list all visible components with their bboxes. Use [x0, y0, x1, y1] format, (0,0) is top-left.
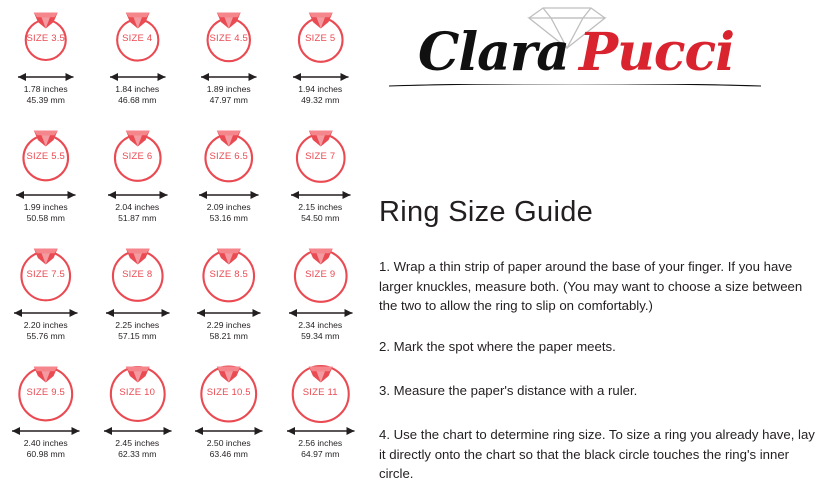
ring-measurement: [275, 320, 367, 342]
ring-size-cell[interactable]: [183, 354, 275, 472]
ring-size-label: SIZE 10.5: [206, 387, 251, 398]
ring-illustration: [0, 236, 92, 306]
ring-illustration: [0, 354, 92, 424]
ring-size-cell[interactable]: [92, 236, 184, 354]
ring-measurement: [275, 438, 367, 460]
brand-first-word: Clara: [418, 22, 569, 83]
ring-inches: 2.29 inches: [206, 320, 251, 330]
chart-row: [0, 0, 366, 118]
ring-inches: 2.40 inches: [23, 438, 68, 448]
measure-arrow: [275, 424, 367, 438]
ring-inches: 2.34 inches: [298, 320, 343, 330]
ring-size-cell[interactable]: [183, 118, 275, 236]
ring-inches: 1.94 inches: [298, 84, 343, 94]
ring-illustration: [183, 236, 275, 306]
guide-step-4: 4. Use the chart to determine ring size. To size a ring you already have, lay it directly onto the chart so that the black circle touches the ring's inner circle.: [379, 427, 815, 481]
ring-size-chart: [0, 0, 366, 501]
measure-arrow: [0, 188, 92, 202]
ring-size-label: SIZE 7: [305, 151, 336, 162]
ring-illustration: [275, 118, 367, 188]
ring-size-label: SIZE 8: [122, 269, 153, 280]
ring-measurement: [183, 202, 275, 224]
ring-mm: 45.39 mm: [26, 95, 65, 105]
ring-mm: 54.50 mm: [301, 213, 340, 223]
ring-measurement: [183, 84, 275, 106]
ring-illustration: [275, 236, 367, 306]
ring-inches: 2.15 inches: [298, 202, 343, 212]
page-title: Ring Size Guide: [379, 196, 594, 228]
ring-mm: 59.34 mm: [301, 331, 340, 341]
ring-mm: 63.46 mm: [209, 449, 248, 459]
ring-illustration: [0, 118, 92, 188]
logo-underline: [389, 84, 761, 88]
double-arrow-icon: [275, 424, 367, 438]
ring-illustration: [275, 0, 367, 70]
double-arrow-icon: [183, 424, 275, 438]
ring-inches: 2.56 inches: [298, 438, 343, 448]
ring-size-cell[interactable]: [0, 0, 92, 118]
guide-panel: [366, 0, 839, 501]
double-arrow-icon: [92, 306, 184, 320]
measure-arrow: [183, 188, 275, 202]
ring-size-cell[interactable]: [275, 118, 367, 236]
ring-size-label: SIZE 5.5: [26, 151, 66, 162]
ring-mm: 53.16 mm: [209, 213, 248, 223]
ring-mm: 50.58 mm: [26, 213, 65, 223]
measure-arrow: [0, 306, 92, 320]
measure-arrow: [92, 70, 184, 84]
ring-size-label: SIZE 6.5: [209, 151, 249, 162]
ring-mm: 58.21 mm: [209, 331, 248, 341]
ring-mm: 64.97 mm: [301, 449, 340, 459]
ring-inches: 2.25 inches: [115, 320, 160, 330]
guide-step-2: 2. Mark the spot where the paper meets.: [379, 339, 616, 354]
ring-measurement: [0, 320, 92, 342]
measure-arrow: [275, 306, 367, 320]
ring-size-label: SIZE 6: [122, 151, 153, 162]
double-arrow-icon: [275, 306, 367, 320]
ring-measurement: [92, 320, 184, 342]
double-arrow-icon: [183, 70, 275, 84]
brand-second-word: Pucci: [578, 22, 734, 83]
ring-size-cell[interactable]: [92, 354, 184, 472]
ring-size-cell[interactable]: [92, 0, 184, 118]
ring-inches: 1.89 inches: [206, 84, 251, 94]
measure-arrow: [92, 188, 184, 202]
ring-illustration: [92, 236, 184, 306]
ring-size-label: SIZE 7.5: [26, 269, 66, 280]
ring-size-label: SIZE 9.5: [26, 387, 66, 398]
measure-arrow: [275, 188, 367, 202]
measure-arrow: [0, 70, 92, 84]
ring-size-cell[interactable]: [92, 118, 184, 236]
ring-measurement: [92, 202, 184, 224]
chart-row: [0, 354, 366, 472]
ring-size-cell[interactable]: [275, 236, 367, 354]
ring-illustration: [92, 0, 184, 70]
brand-logo: [371, 4, 781, 100]
ring-mm: 46.68 mm: [118, 95, 157, 105]
guide-step-1: 1. Wrap a thin strip of paper around the base of your finger. If you have larger knuckles, measure both. (You may want to choose a size between the two to allow the ring to slip on comfortably.): [379, 259, 803, 313]
brand-wordmark: [371, 22, 781, 83]
ring-measurement: [0, 438, 92, 460]
double-arrow-icon: [183, 306, 275, 320]
measure-arrow: [183, 306, 275, 320]
double-arrow-icon: [0, 306, 92, 320]
ring-measurement: [0, 202, 92, 224]
ring-size-cell[interactable]: [275, 0, 367, 118]
ring-inches: 2.45 inches: [115, 438, 160, 448]
ring-inches: 1.99 inches: [23, 202, 68, 212]
ring-mm: 60.98 mm: [26, 449, 65, 459]
ring-mm: 47.97 mm: [209, 95, 248, 105]
double-arrow-icon: [275, 188, 367, 202]
ring-measurement: [0, 84, 92, 106]
measure-arrow: [92, 306, 184, 320]
double-arrow-icon: [275, 70, 367, 84]
ring-size-label: SIZE 4.5: [209, 33, 249, 44]
ring-size-cell[interactable]: [275, 354, 367, 472]
ring-inches: 2.20 inches: [23, 320, 68, 330]
ring-measurement: [183, 320, 275, 342]
ring-size-cell[interactable]: [183, 0, 275, 118]
ring-size-cell[interactable]: [183, 236, 275, 354]
ring-mm: 51.87 mm: [118, 213, 157, 223]
ring-inches: 1.84 inches: [115, 84, 160, 94]
ring-illustration: [183, 118, 275, 188]
ring-inches: 2.04 inches: [115, 202, 160, 212]
chart-row: [0, 236, 366, 354]
double-arrow-icon: [92, 424, 184, 438]
ring-mm: 57.15 mm: [118, 331, 157, 341]
double-arrow-icon: [0, 188, 92, 202]
ring-size-label: SIZE 5: [305, 33, 336, 44]
ring-size-cell[interactable]: [0, 354, 92, 472]
ring-size-label: SIZE 9: [305, 269, 336, 280]
ring-size-label: SIZE 4: [122, 33, 153, 44]
ring-mm: 62.33 mm: [118, 449, 157, 459]
ring-illustration: [183, 354, 275, 424]
ring-size-label: SIZE 11: [302, 387, 338, 398]
measure-arrow: [183, 70, 275, 84]
ring-measurement: [275, 202, 367, 224]
ring-illustration: [183, 0, 275, 70]
ring-size-cell[interactable]: [0, 118, 92, 236]
double-arrow-icon: [0, 70, 92, 84]
ring-inches: 2.09 inches: [206, 202, 251, 212]
measure-arrow: [0, 424, 92, 438]
double-arrow-icon: [183, 188, 275, 202]
guide-step-3: 3. Measure the paper's distance with a ruler.: [379, 383, 638, 398]
ring-size-cell[interactable]: [0, 236, 92, 354]
ring-measurement: [92, 84, 184, 106]
ring-measurement: [183, 438, 275, 460]
double-arrow-icon: [92, 188, 184, 202]
chart-row: [0, 118, 366, 236]
ring-size-label: SIZE 10: [119, 387, 156, 398]
ring-measurement: [275, 84, 367, 106]
ring-inches: 2.50 inches: [206, 438, 251, 448]
ring-illustration: [275, 354, 367, 424]
ring-illustration: [92, 354, 184, 424]
ring-inches: 1.78 inches: [23, 84, 68, 94]
measure-arrow: [92, 424, 184, 438]
ring-size-label: SIZE 8.5: [209, 269, 249, 280]
double-arrow-icon: [92, 70, 184, 84]
ring-size-label: SIZE 3.5: [26, 33, 66, 44]
ring-mm: 49.32 mm: [301, 95, 340, 105]
ring-measurement: [92, 438, 184, 460]
ring-illustration: [0, 0, 92, 70]
measure-arrow: [275, 70, 367, 84]
ring-illustration: [92, 118, 184, 188]
ring-mm: 55.76 mm: [26, 331, 65, 341]
double-arrow-icon: [0, 424, 92, 438]
measure-arrow: [183, 424, 275, 438]
